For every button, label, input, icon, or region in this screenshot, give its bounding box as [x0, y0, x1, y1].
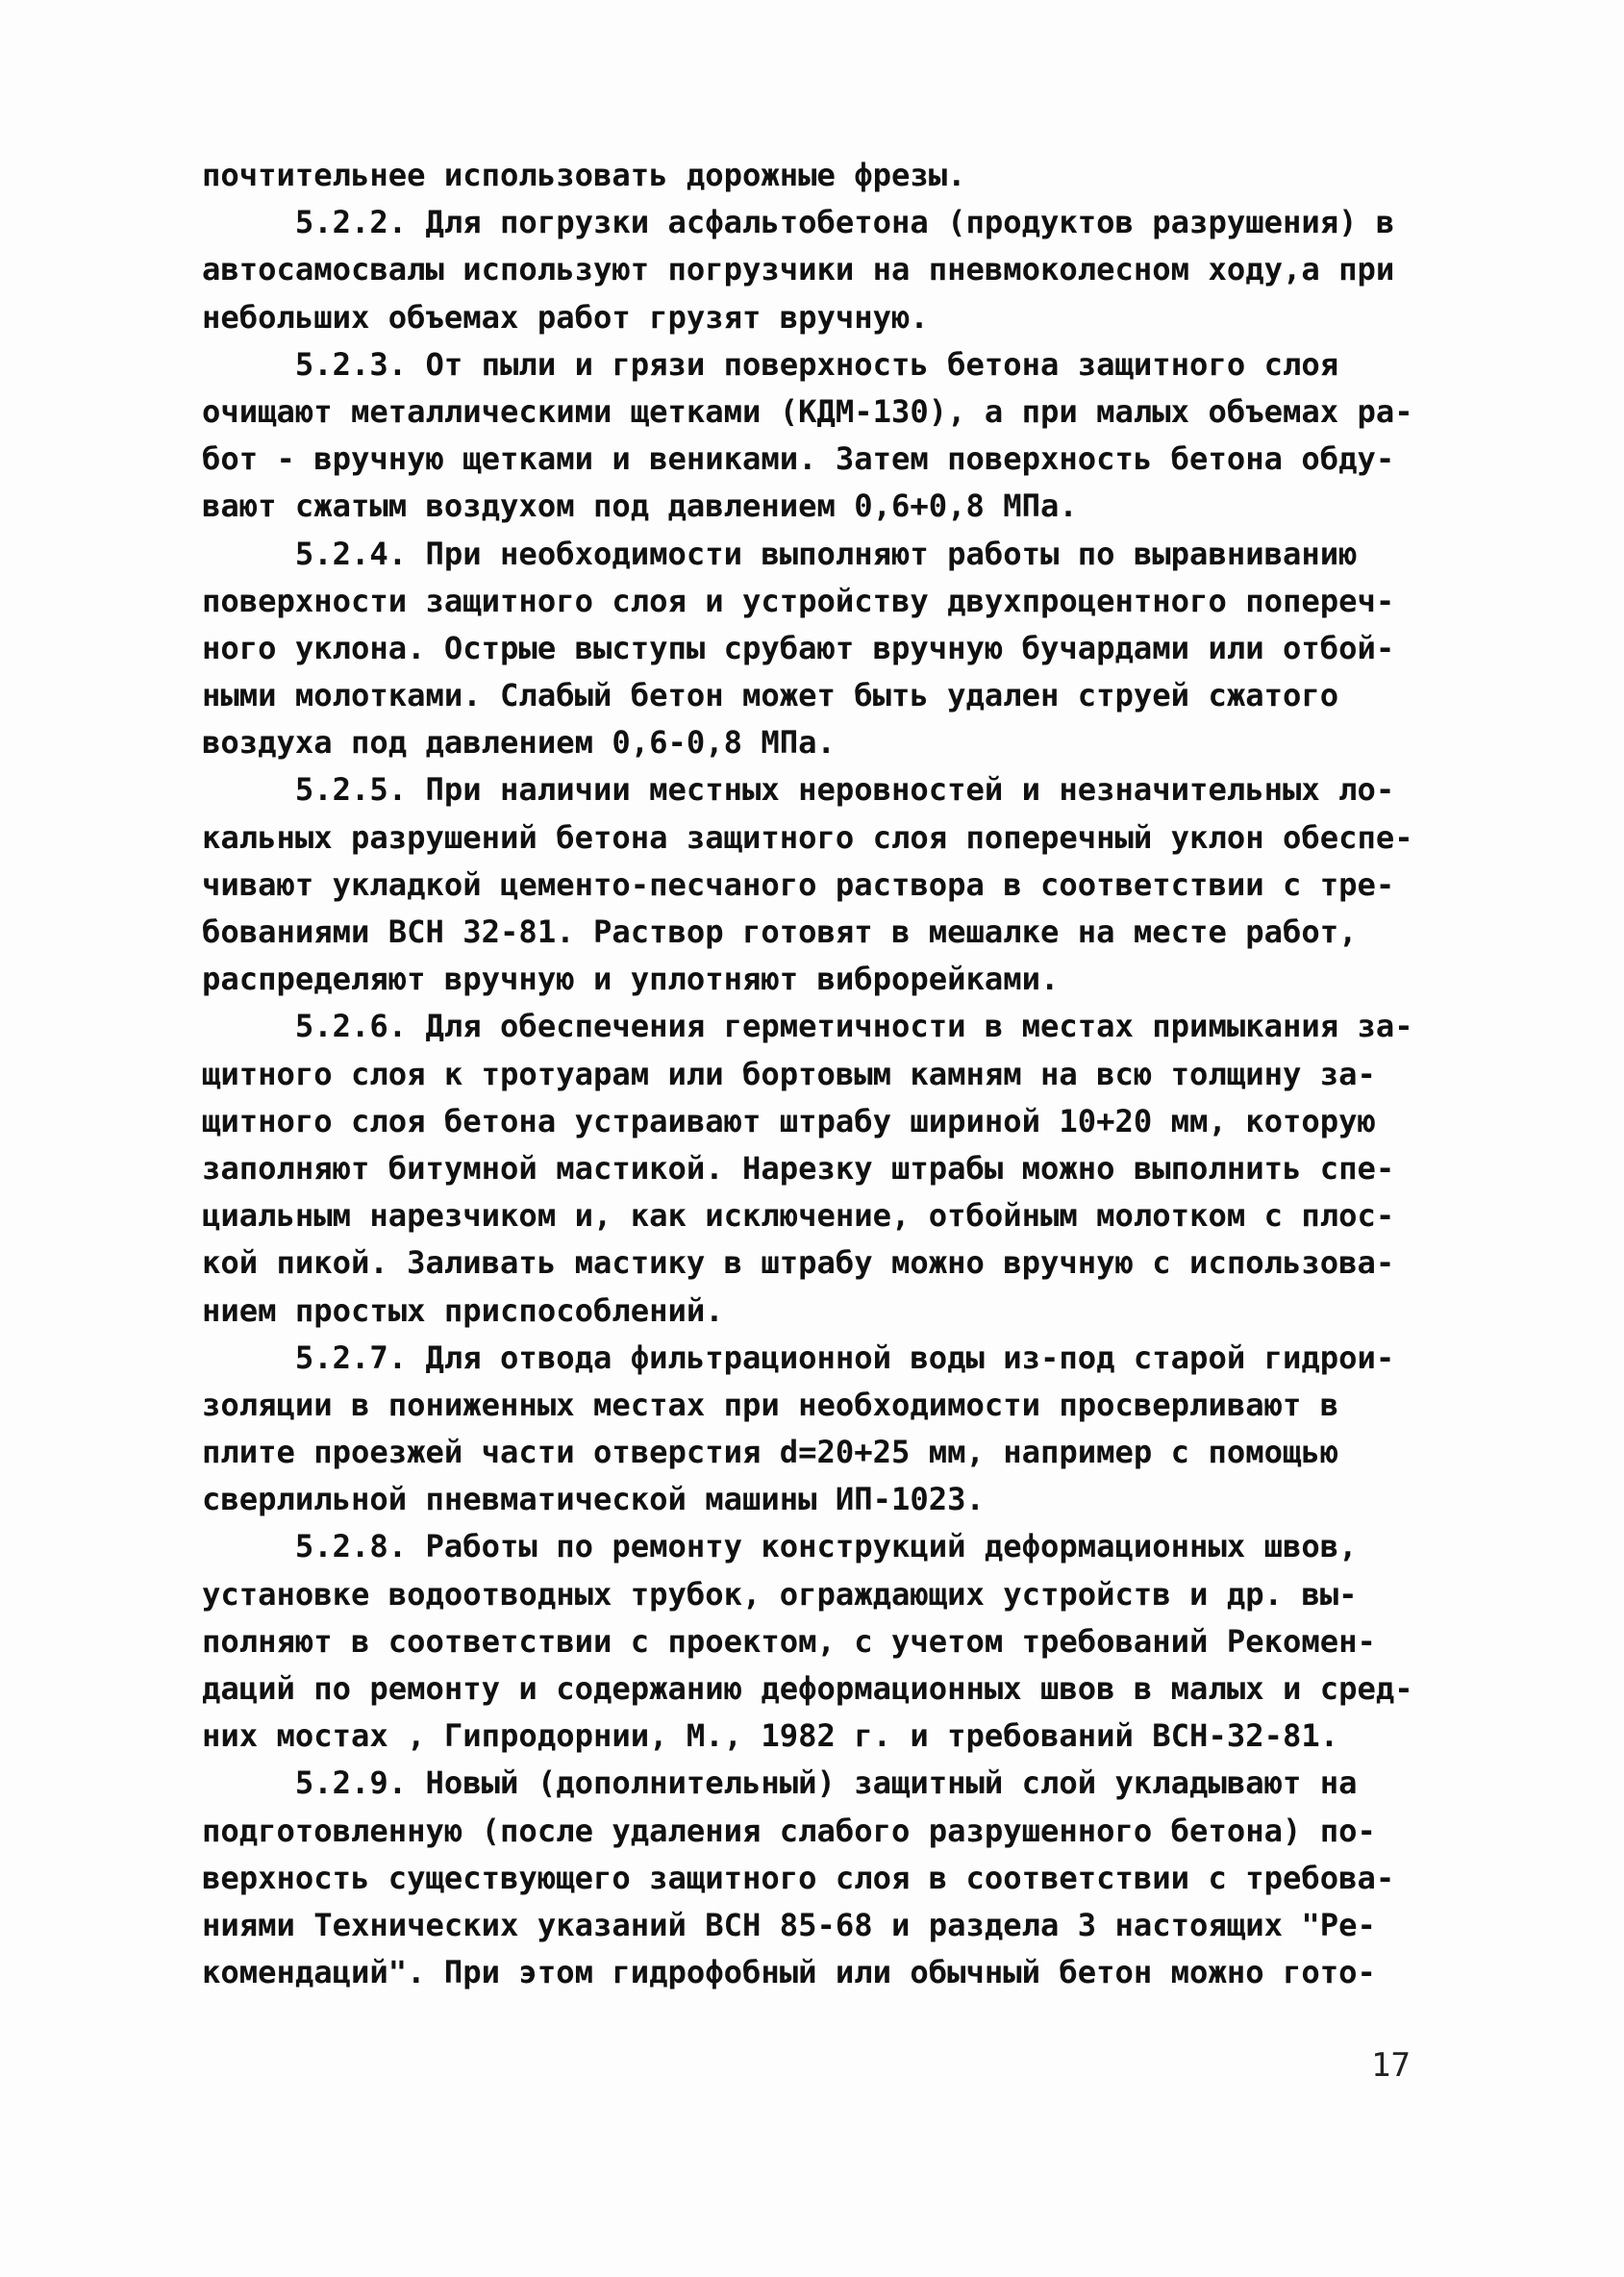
text-line: установке водоотводных трубок, ограждающих устройств и др. вы- — [202, 1575, 1358, 1613]
text-line: комендаций". При этом гидрофобный или обычный бетон можно гото- — [202, 1954, 1376, 1991]
text-line: 5.2.3. От пыли и грязи поверхность бетона защитного слоя — [202, 345, 1339, 383]
text-line: бот - вручную щетками и вениками. Затем поверхность бетона обду- — [202, 440, 1395, 478]
text-line: кальных разрушений бетона защитного слоя поперечный уклон обеспе- — [202, 818, 1413, 856]
text-line: полняют в соответствии с проектом, с учетом требований Рекомен- — [202, 1622, 1376, 1660]
text-line: сверлильной пневматической машины ИП-1023. — [202, 1481, 985, 1518]
text-line: нием простых приспособлений. — [202, 1291, 724, 1329]
text-line: ного уклона. Острые выступы срубают вручную бучардами или отбой- — [202, 629, 1395, 666]
text-line: 5.2.4. При необходимости выполняют работы по выравниванию — [202, 535, 1358, 572]
text-line: чивают укладкой цементо-песчаного раствора в соответствии с тре- — [202, 865, 1395, 903]
text-line: них мостах , Гипродорнии, М., 1982 г. и требований ВСН-32-81. — [202, 1717, 1339, 1755]
text-line: небольших объемах работ грузят вручную. — [202, 298, 929, 336]
text-line: автосамосвалы используют погрузчики на пневмоколесном ходу,а при — [202, 251, 1395, 288]
text-line: почтительнее использовать дорожные фрезы. — [202, 157, 966, 193]
text-line: даций по ремонту и содержанию деформационных швов в малых и сред- — [202, 1670, 1413, 1707]
text-line: вают сжатым воздухом под давлением 0,6+0,8 МПа. — [202, 488, 1078, 525]
text-line: ниями Технических указаний ВСН 85-68 и раздела 3 настоящих "Ре- — [202, 1906, 1376, 1943]
text-line: очищают металлическими щетками (КДМ-130), а при малых объемах ра- — [202, 392, 1413, 430]
text-line: золяции в пониженных местах при необходимости просверливают в — [202, 1386, 1339, 1423]
text-line: плите проезжей части отверстия d=20+25 мм, например с помощью — [202, 1434, 1339, 1471]
text-line: заполняют битумной мастикой. Нарезку штрабы можно выполнить спе- — [202, 1149, 1395, 1187]
text-line: поверхности защитного слоя и устройству двухпроцентного попереч- — [202, 582, 1395, 619]
text-line: 5.2.9. Новый (дополнительный) защитный слой укладывают на — [202, 1764, 1358, 1802]
text-line: воздуха под давлением 0,6-0,8 МПа. — [202, 724, 836, 762]
text-line: 5.2.7. Для отвода фильтрационной воды из-под старой гидрои- — [202, 1339, 1395, 1376]
text-line: ными молотками. Слабый бетон может быть удален струей сжатого — [202, 677, 1339, 714]
text-line: верхность существующего защитного слоя в соответствии с требова- — [202, 1859, 1395, 1896]
text-line: бованиями ВСН 32-81. Раствор готовят в мешалке на месте работ, — [202, 913, 1358, 950]
text-line: 5.2.2. Для погрузки асфальтобетона (продуктов разрушения) в — [202, 204, 1395, 241]
text-line: щитного слоя к тротуарам или бортовым камням на всю толщину за- — [202, 1055, 1376, 1092]
text-line: щитного слоя бетона устраивают штрабу шириной 10+20 мм, которую — [202, 1102, 1376, 1139]
text-line: кой пикой. Заливать мастику в штрабу можно вручную с использова- — [202, 1244, 1395, 1282]
text-line: 5.2.6. Для обеспечения герметичности в местах примыкания за- — [202, 1008, 1413, 1045]
text-line: 5.2.8. Работы по ремонту конструкций деформационных швов, — [202, 1528, 1358, 1565]
text-line: распределяют вручную и уплотняют виброрейками. — [202, 961, 1060, 998]
text-line: циальным нарезчиком и, как исключение, отбойным молотком с плос- — [202, 1197, 1395, 1235]
body-text — [202, 152, 1452, 1996]
text-line: подготовленную (после удаления слабого разрушенного бетона) по- — [202, 1812, 1376, 1849]
text-line: 5.2.5. При наличии местных неровностей и незначительных ло- — [202, 771, 1395, 809]
page-number: 17 — [1371, 2046, 1411, 2085]
